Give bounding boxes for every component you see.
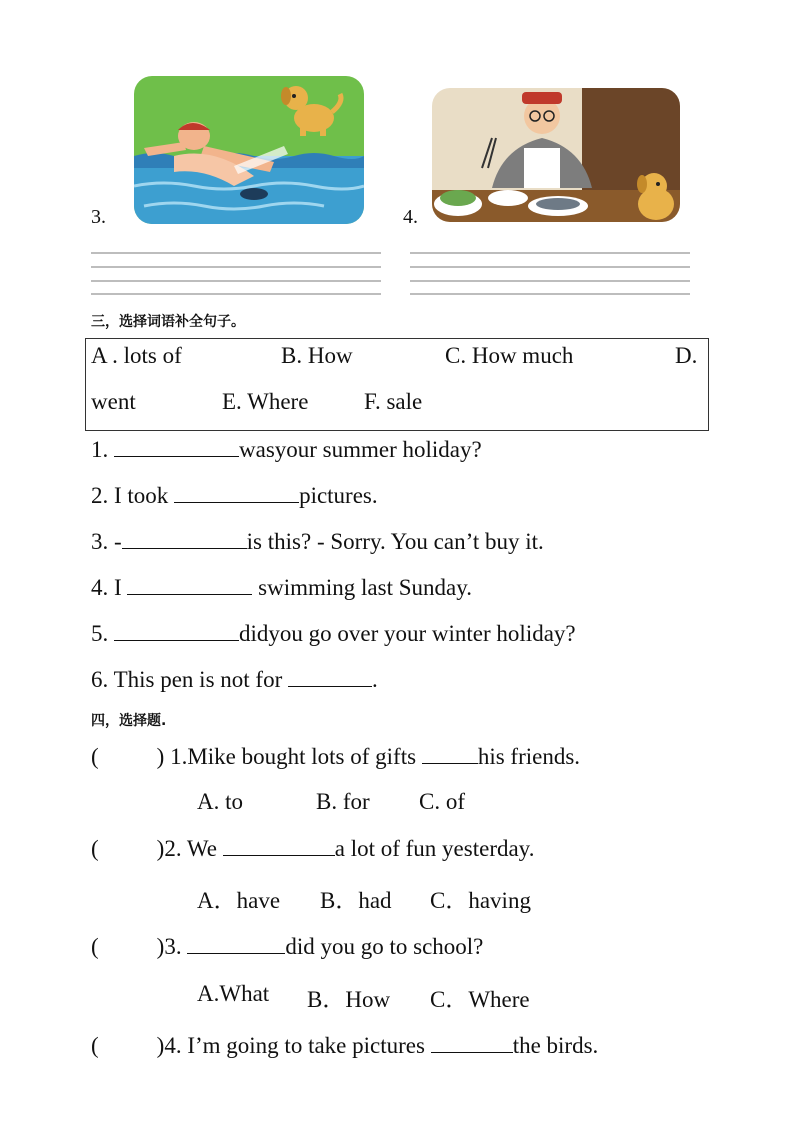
answer-blank[interactable] — [114, 436, 239, 457]
swimmer-illustration — [134, 76, 364, 224]
fill-sentence — [91, 436, 482, 463]
answer-blank[interactable] — [223, 835, 335, 856]
sentence-suffix: . — [371, 667, 378, 692]
section-heading: 四，选择题. — [91, 713, 167, 729]
writing-line — [410, 280, 690, 282]
picture-eating — [432, 88, 680, 222]
answer-blank[interactable] — [174, 482, 299, 503]
fill-sentence — [91, 482, 378, 509]
choice-option: C．Where — [430, 987, 530, 1012]
choice-option: B．How — [307, 987, 391, 1012]
writing-line — [410, 266, 690, 268]
choice-option: B．had — [320, 888, 392, 913]
fill-sentence — [91, 666, 378, 693]
writing-line — [91, 293, 381, 295]
question-suffix: his friends. — [477, 744, 581, 769]
question — [91, 835, 534, 862]
choice-option: A．have — [197, 888, 281, 913]
paren-open: ( — [91, 934, 99, 959]
question-suffix: a lot of fun yesterday. — [334, 836, 535, 861]
question-suffix: the birds. — [512, 1033, 599, 1058]
sentence-prefix: 4. I — [91, 575, 128, 600]
word-option: D. — [675, 343, 698, 368]
sentence-prefix: 5. — [91, 621, 114, 646]
answer-blank[interactable] — [422, 743, 478, 764]
picture-number: 3. — [91, 206, 106, 228]
word-option: went — [91, 389, 136, 414]
sentence-prefix: 2. I took — [91, 483, 175, 508]
sentence-suffix: swimming last Sunday. — [252, 575, 472, 600]
answer-blank[interactable] — [127, 574, 252, 595]
writing-line — [410, 293, 690, 295]
word-option: A . lots of — [91, 343, 182, 368]
question-prefix: ) 1.Mike bought lots of gifts — [156, 744, 422, 769]
sentence-prefix: 3. - — [91, 529, 122, 554]
writing-line — [91, 280, 381, 282]
choice-option: C. of — [419, 789, 465, 814]
writing-line — [91, 266, 381, 268]
question — [91, 1032, 598, 1059]
paren-open: ( — [91, 1033, 99, 1058]
choice-option: B. for — [316, 789, 370, 814]
answer-blank[interactable] — [187, 933, 285, 954]
question-suffix: did you go to school? — [285, 934, 484, 959]
fill-sentence — [91, 528, 544, 555]
eating-illustration — [432, 88, 680, 222]
sentence-suffix: wasyour summer holiday? — [239, 437, 482, 462]
sentence-prefix: 1. — [91, 437, 114, 462]
answer-blank[interactable] — [288, 666, 372, 687]
word-option: C. How much — [445, 343, 574, 368]
word-option: B. How — [281, 343, 353, 368]
question — [91, 743, 580, 770]
choice-option: C．having — [430, 888, 531, 913]
answer-blank[interactable] — [114, 620, 239, 641]
paren-open: ( — [91, 836, 99, 861]
sentence-prefix: 6. This pen is not for — [91, 667, 288, 692]
fill-sentence — [91, 620, 576, 647]
writing-line — [91, 252, 381, 254]
fill-sentence — [91, 574, 472, 601]
section-heading: 三，选择词语补全句子。 — [91, 314, 245, 330]
choice-option: A.What — [197, 981, 270, 1006]
question-prefix: )3. — [156, 934, 188, 959]
sentence-suffix: didyou go over your winter holiday? — [239, 621, 576, 646]
question-prefix: )2. We — [156, 836, 223, 861]
paren-open: ( — [91, 744, 99, 769]
writing-line — [410, 252, 690, 254]
picture-number: 4. — [403, 206, 418, 228]
sentence-suffix: pictures. — [299, 483, 378, 508]
choice-option: A. to — [197, 789, 243, 814]
answer-blank[interactable] — [431, 1032, 513, 1053]
answer-blank[interactable] — [122, 528, 247, 549]
question-prefix: )4. I’m going to take pictures — [156, 1033, 431, 1058]
word-option: F. sale — [364, 389, 423, 414]
sentence-suffix: is this? - Sorry. You can’t buy it. — [246, 529, 544, 554]
question — [91, 933, 483, 960]
picture-swimmer — [134, 76, 364, 224]
word-option: E. Where — [222, 389, 309, 414]
